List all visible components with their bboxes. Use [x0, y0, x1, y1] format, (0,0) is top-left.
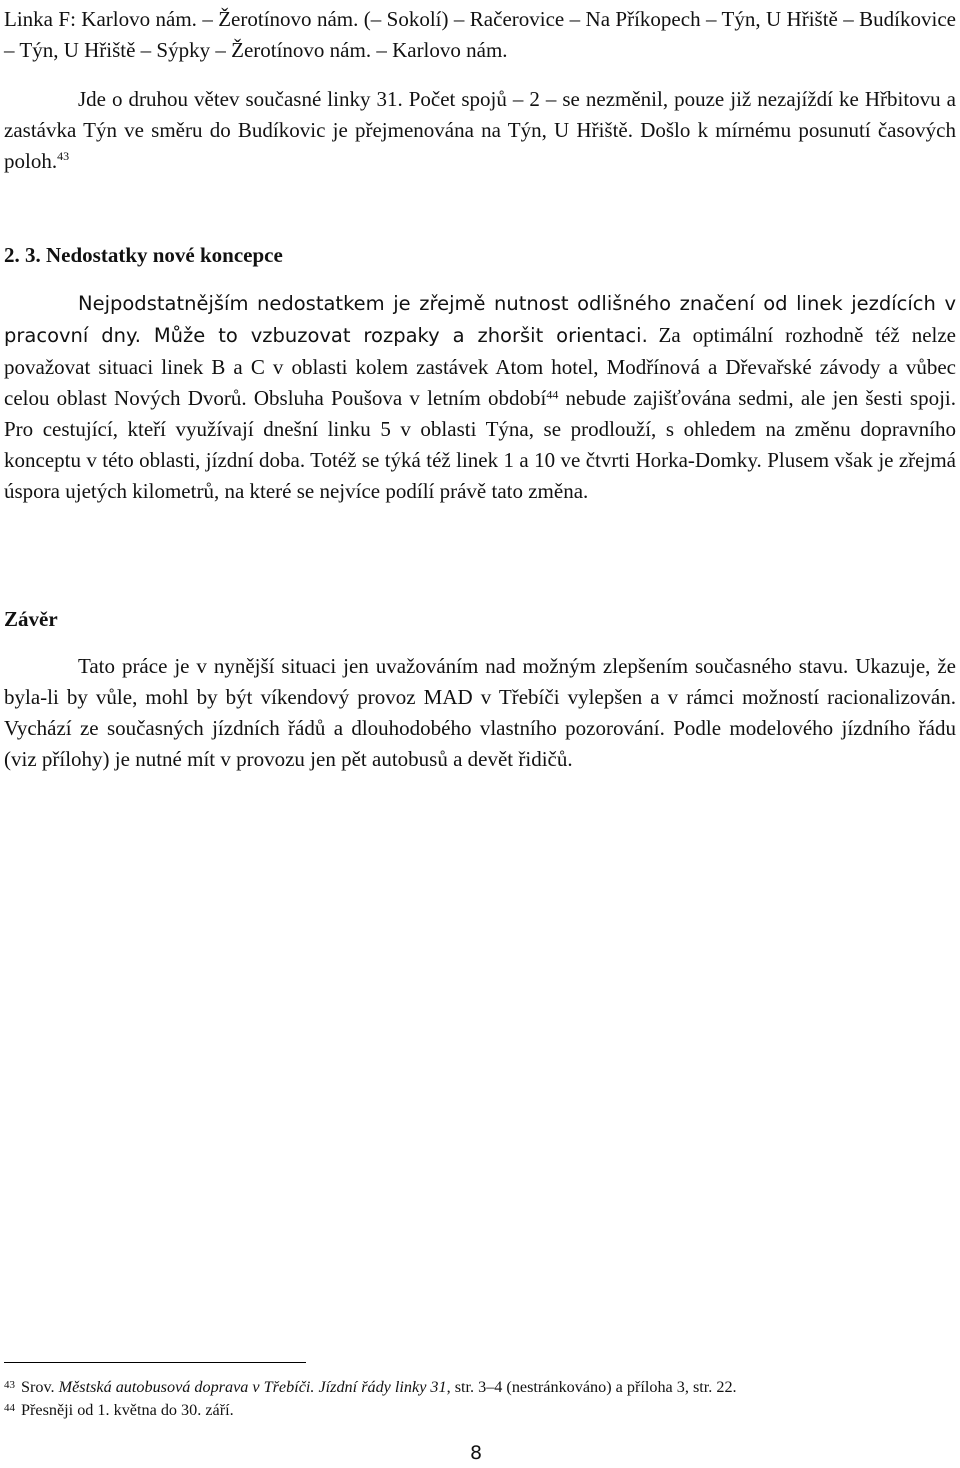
- nedostatky-paragraph: [4, 288, 956, 507]
- zaver-paragraph: [4, 651, 956, 775]
- footnote-44: [4, 1399, 956, 1422]
- footnote-text: Přesněji od 1. května do 30. září.: [21, 1401, 234, 1419]
- footnote-number: 44: [4, 1402, 15, 1414]
- linka-f-description-text: [4, 84, 956, 177]
- nedostatky-text-serif: Za optimální rozhodně též nelze považovat situaci linek B a C v oblasti kolem zastávek Atom hotel, Modřínová a Dřevařské závody a vůbec celou oblast Nových Dvorů. Obsluha Poušova v letním období: [4, 323, 956, 410]
- linka-f-paragraph: [4, 4, 956, 66]
- footnote-pages: , str. 3–4 (nestránkováno) a příloha 3, str. 22.: [446, 1378, 737, 1396]
- linka-f-description-body: Jde o druhou větev současné linky 31. Počet spojů – 2 – se nezměnil, pouze již nezajíždí ke Hřbitovu a zastávka Týn ve směru do Budíkovic je přejmenována na Týn, U Hřiště. Došlo k mírnému posunutí časových poloh.: [4, 87, 956, 173]
- page-number: 8: [470, 1442, 483, 1464]
- section-heading-nedostatky: 2. 3. Nedostatky nové koncepce: [4, 243, 283, 267]
- linka-f-text: Linka F: Karlovo nám. – Žerotínovo nám. (– Sokolí) – Račerovice – Na Příkopech – Týn, U Hřiště – Budíkovice – Týn, U Hřiště – Sýpky – Žerotínovo nám. – Karlovo nám.: [4, 7, 956, 62]
- nedostatky-text-serif-continued: nebude zajišťována sedmi, ale jen šesti spoji. Pro cestující, kteří využívají dnešní linku 5 v oblasti Týna, se prodlouží, s ohledem na změnu dopravního konceptu v této oblasti, jízdní doba. Totéž se týká též linek 1 a 10 ve čtvrti Horka-Domky. Plusem však je zřejmá úspora ujetých kilometrů, na které se nejvíce podílí právě tato změna.: [4, 386, 956, 503]
- nedostatky-text-sans: Nejpodstatnějším nedostatkem je zřejmě nutnost odlišného značení od linek jezdících v pracovní dny. Může to vzbuzovat rozpaky a zhoršit orientaci.: [4, 292, 956, 347]
- footnote-separator: [4, 1362, 306, 1363]
- linka-f-description: [4, 84, 956, 177]
- footnote-number: 43: [4, 1379, 15, 1391]
- footnote-43: [4, 1376, 956, 1399]
- section-heading-zaver: Závěr: [4, 607, 58, 631]
- footnotes: [4, 1376, 956, 1422]
- zaver-text: Tato práce je v nynější situaci jen uvažováním nad možným zlepšením současného stavu. Ukazuje, že byla-li by vůle, mohl by být víkendový provoz MAD v Třebíči vylepšen a v rámci možností racionalizován. Vychází ze současných jízdních řádů a dlouhodobého vlastního pozorování. Podle modelového jízdního řádu (viz přílohy) je nutné mít v provozu jen pět autobusů a devět řidičů.: [4, 654, 956, 771]
- footnote-source-title: Městská autobusová doprava v Třebíči. Jízdní řády linky 31: [58, 1378, 447, 1396]
- footnote-text: Srov.: [21, 1378, 59, 1396]
- footnote-ref-44: 44: [546, 387, 559, 402]
- footnote-ref-43: 43: [57, 149, 70, 163]
- nedostatky-text: [4, 288, 956, 507]
